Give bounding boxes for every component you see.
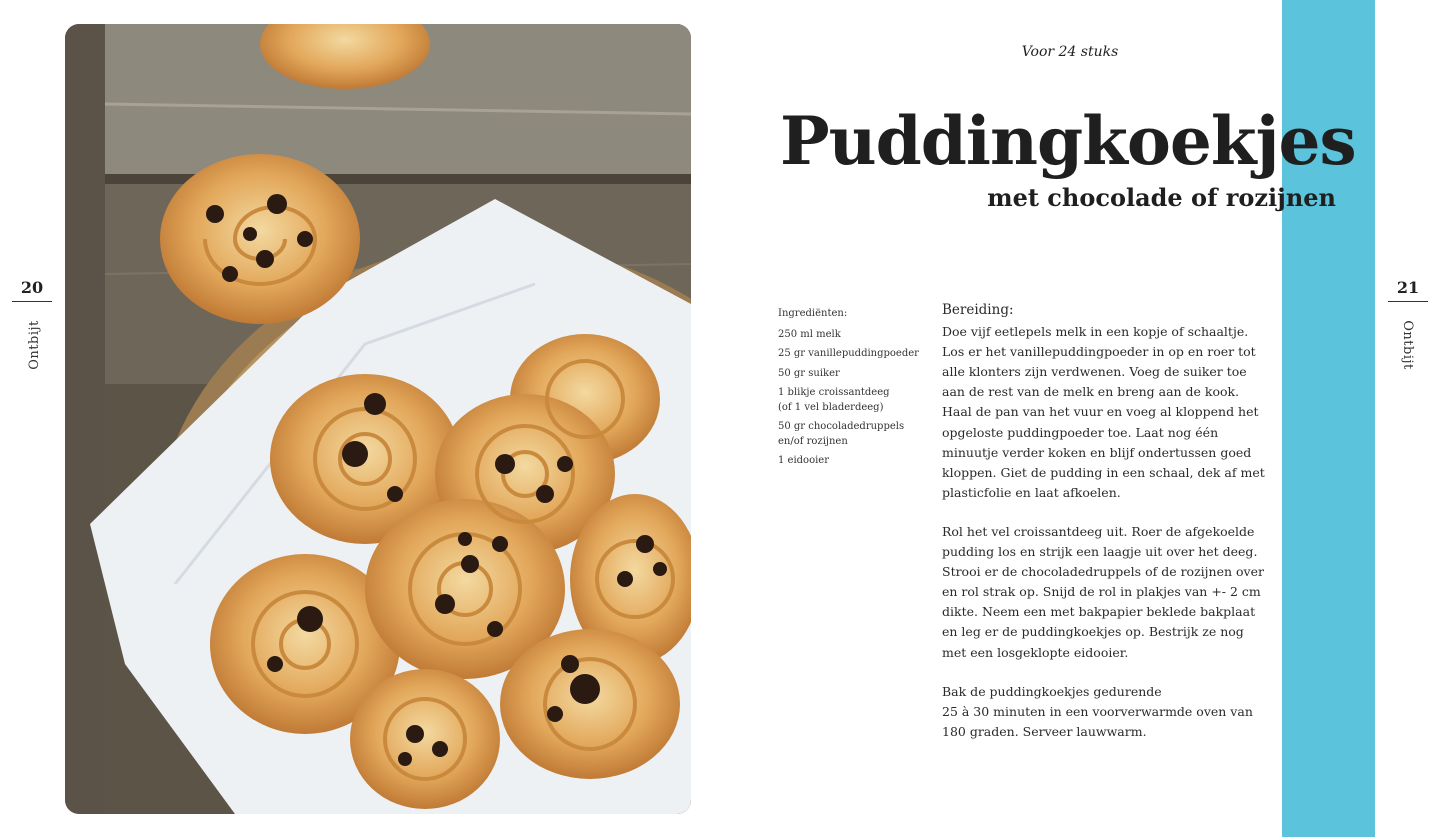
recipe-title: Puddingkoekjes (780, 102, 1356, 180)
page-number-right: 21 (1396, 278, 1420, 297)
method-paragraph: Doe vijf eetlepels melk in een kopje of schaaltje. Los er het vanillepuddingpoeder in op en roer tot alle klonters zijn verdwenen. Voeg de suiker toe aan de rest van de melk en breng aan de kook. Haal de pan van het vuur en voeg al kloppend het opgeloste puddingpoeder toe. Laat nog één minuutje verder koken en blijf ondertussen goed kloppen. Giet de pudding in een schaal, dek af met plasticfolie en laat afkoelen. (942, 324, 1265, 500)
ingredients-list (778, 304, 928, 472)
page-number-rule-left (12, 301, 52, 302)
ingredient-item: 50 gr chocoladedruppels en/of rozijnen (778, 420, 905, 447)
method-heading: Bereiding: (942, 302, 1014, 318)
page-number-left: 20 (20, 278, 44, 297)
section-label-left: Ontbijt (27, 320, 42, 370)
method-paragraph: Bak de puddingkoekjes gedurende 25 à 30 minuten in een voorverwarmde oven van 180 graden. Serveer lauwwarm. (942, 683, 1253, 739)
ingredient-item: 50 gr suiker (778, 367, 840, 379)
servings-label: Voor 24 stuks (1021, 44, 1119, 60)
ingredient-item: 1 blikje croissantdeeg (of 1 vel bladerdeeg) (778, 386, 890, 413)
ingredient-item: 250 ml melk (778, 329, 841, 341)
page-number-rule-right (1388, 301, 1428, 302)
section-label-right: Ontbijt (1400, 320, 1415, 370)
method-section (942, 300, 1272, 761)
ingredient-item: 25 gr vanillepuddingpoeder (778, 348, 919, 360)
recipe-subtitle: met chocolade of rozijnen (987, 183, 1336, 212)
recipe-photo (65, 24, 691, 814)
pastry-photo-illustration (65, 24, 691, 814)
ingredients-heading: Ingrediënten: (778, 308, 848, 319)
ingredient-item: 1 eidooier (778, 455, 829, 467)
method-paragraph: Rol het vel croissantdeeg uit. Roer de afgekoelde pudding los en strijk een laagje uit over het deeg. Strooi er de chocoladedruppels of de rozijnen over en rol strak op. Snijd de rol in plakjes van +- 2 cm dikte. Neem een met bakpapier beklede bakplaat en leg er de puddingkoekjes op. Bestrijk ze nog met een losgeklopte eidooier. (942, 523, 1264, 660)
